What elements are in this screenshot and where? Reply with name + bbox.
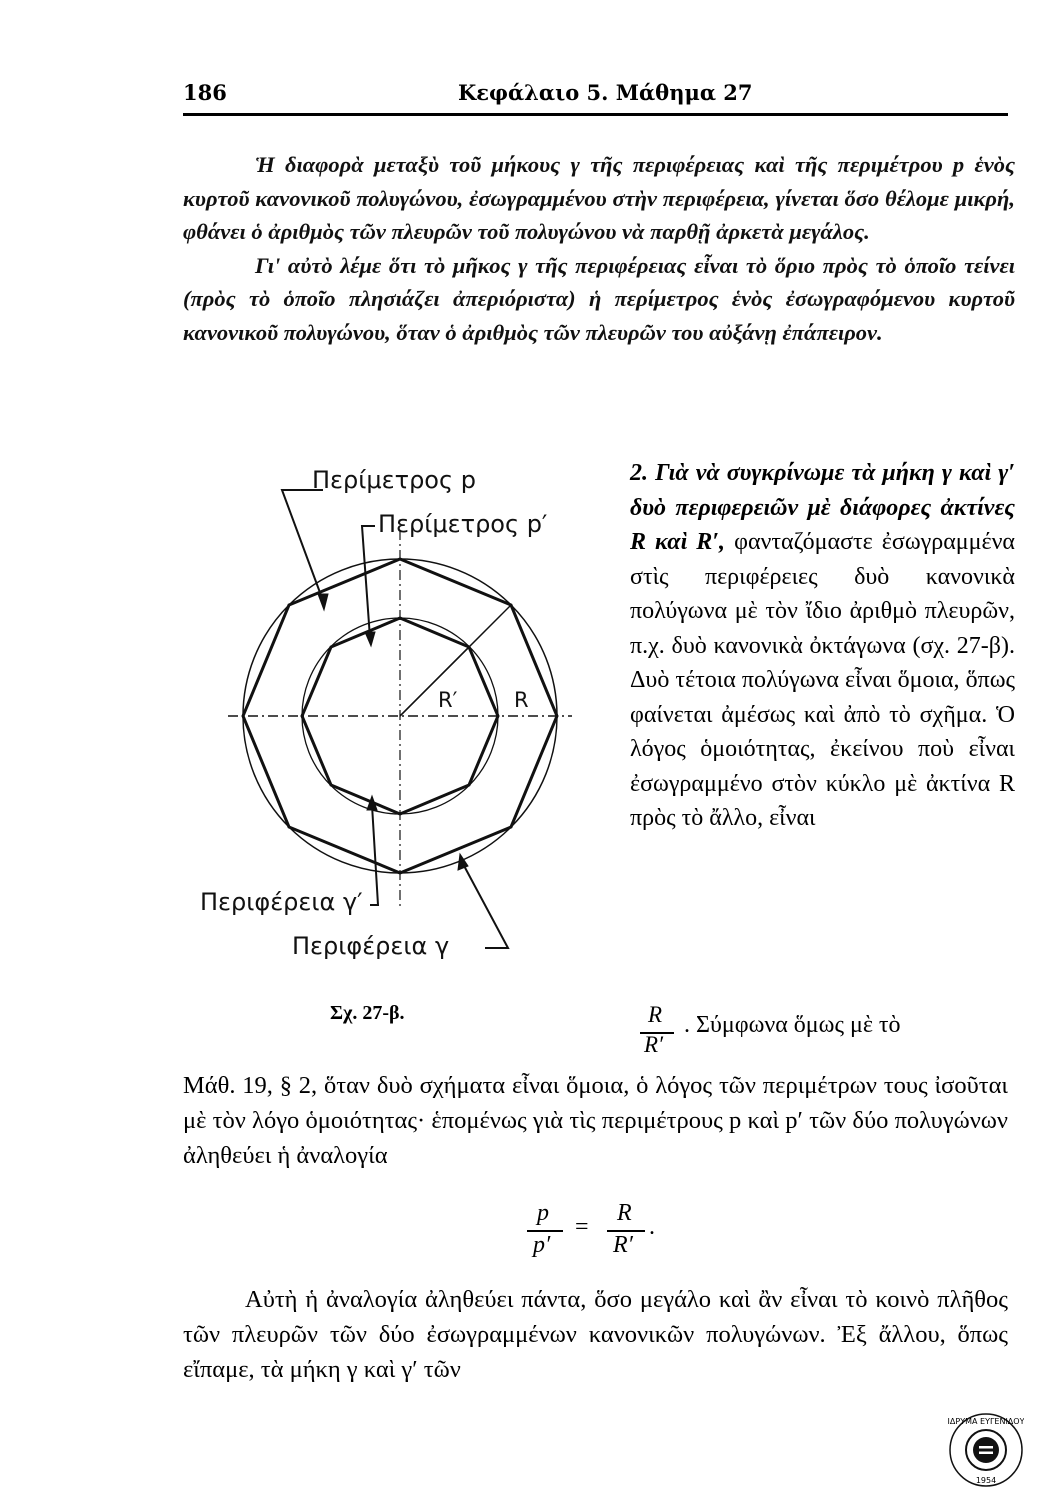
figure-caption: Σχ. 27-β. <box>330 1002 405 1024</box>
figure-27b <box>200 466 580 1030</box>
intro-paragraph-2: Γι' αὐτὸ λέμε ὅτι τὸ μῆκος γ τῆς περιφέρειας εἶναι τὸ ὅριο πρὸς τὸ ὁποῖο τείνει (πρὸς τὸ ὁποῖο πλησιάζει ἀπεριόριστα) ἡ περίμετρος ἑνὸς ἐσωγραφόμενου κυρτοῦ κανονικοῦ πολυγώνου, ὅταν ὁ ἀριθμὸς τῶν πλευρῶν του αὐξάνῃ ἐπάπειρον. <box>183 252 1015 345</box>
section-2 <box>630 456 1015 836</box>
seal-year: 1954 <box>975 1476 997 1485</box>
arrow-gamma <box>458 854 468 870</box>
eq-right-numerator: R <box>617 1200 632 1226</box>
page-header <box>183 80 1008 114</box>
leader-p <box>282 490 323 598</box>
label-circumference-gamma-prime: Περιφέρεια γ′ <box>200 888 363 916</box>
fraction-denominator: R′ <box>644 1032 664 1057</box>
header-rule <box>183 113 1008 116</box>
eq-left-denominator: p′ <box>533 1232 551 1258</box>
foundation-seal-icon <box>948 1412 1024 1488</box>
label-perimeter-p: Περίμετρος p <box>312 466 476 494</box>
label-R: R <box>514 688 529 712</box>
leader-gamma <box>462 862 508 948</box>
fraction-numerator: R <box>648 1002 663 1027</box>
proportion-equation <box>525 1200 695 1270</box>
intro-text <box>183 148 1015 349</box>
eq-right-denominator: R′ <box>613 1232 633 1258</box>
leader-gamma-prime <box>370 805 378 905</box>
intro-paragraph-1: Ἡ διαφορὰ μεταξὺ τοῦ μήκους γ τῆς περιφέρειας καὶ τῆς περιμέτρου p ἑνὸς κυρτοῦ κανονικοῦ πολυγώνου, ἐσωγραμμένου στὴν περιφέρεια, γίνεται ὅσο θέλομε μικρή, φθάνει ὁ ἀριθμὸς τῶν πλευρῶν τοῦ πολυγώνου νὰ παρθῇ ἀρκετὰ μεγάλος. <box>183 152 1015 244</box>
section-2-heading: 2. Γιὰ νὰ συγκρίνωμε τὰ μήκη γ καὶ γ′ δυὸ περιφερειῶν μὲ διάφορες ἀκτίνες R καὶ R′, <box>630 460 1015 555</box>
label-perimeter-p-prime: Περίμετρος p′ <box>378 510 548 538</box>
seal-text: ΙΔΡΥΜΑ ΕΥΓΕΝΙΔΟΥ <box>948 1417 1024 1426</box>
eq-equals: = <box>575 1214 589 1240</box>
label-circumference-gamma: Περιφέρεια γ <box>292 932 450 960</box>
continuation-text <box>183 1068 1008 1173</box>
fraction-R-over-R-prime <box>638 1002 678 1062</box>
arrow-p <box>318 594 328 610</box>
page-number: 186 <box>183 80 227 105</box>
final-paragraph: Αὐτὴ ἡ ἀναλογία ἀληθεύει πάντα, ὅσο μεγάλο καὶ ἂν εἶναι τὸ κοινὸ πλῆθος τῶν πλευρῶν τῶν δύο ἐσωγραμμένων κανονικῶν πολυγώνων. Ἐξ ἄλλου, ὅπως εἴπαμε, τὰ μήκη γ καὶ γ′ τῶν <box>183 1286 1008 1383</box>
section-2-tail: . Σύμφωνα ὅμως μὲ τὸ <box>684 1012 901 1038</box>
continuation-paragraph: Μάθ. 19, § 2, ὅταν δυὸ σχήματα εἶναι ὅμοια, ὁ λόγος τῶν περιμέτρων τους ἰσοῦται μὲ τὸν λόγο ὁμοιότητας· ἑπομένως γιὰ τὶς περιμέτρους p καὶ p′ τῶν δύο πολυγώνων ἀληθεύει ἡ ἀναλογία <box>183 1072 1008 1169</box>
eq-end-dot: . <box>649 1214 655 1240</box>
section-2-body: φανταζόμαστε ἐσωγραμμένα στὶς περιφέρειες δυὸ κανονικὰ πολύγωνα μὲ τὸν ἴδιο ἀριθμὸ πλευρῶν, π.χ. δυὸ κανονικὰ ὀκτάγωνα (σχ. 27-β). Δυὸ τέτοια πολύγωνα εἶναι ὅμοια, ὅπως φαίνεται ἀμέσως καὶ ἀπὸ τὸ σχῆμα. Ὁ λόγος ὁμοιότητας, ἐκείνου ποὺ εἶναι ἐσωγραμμένο στὸν κύκλο μὲ ἀκτίνα R πρὸς τὸ ἄλλο, εἶναι <box>630 529 1016 831</box>
eq-left-numerator: p <box>537 1200 549 1226</box>
label-R-prime: R′ <box>438 688 458 712</box>
chapter-title: Κεφάλαιο 5. Μάθημα 27 <box>458 80 753 105</box>
arrow-p-prime <box>365 632 375 646</box>
